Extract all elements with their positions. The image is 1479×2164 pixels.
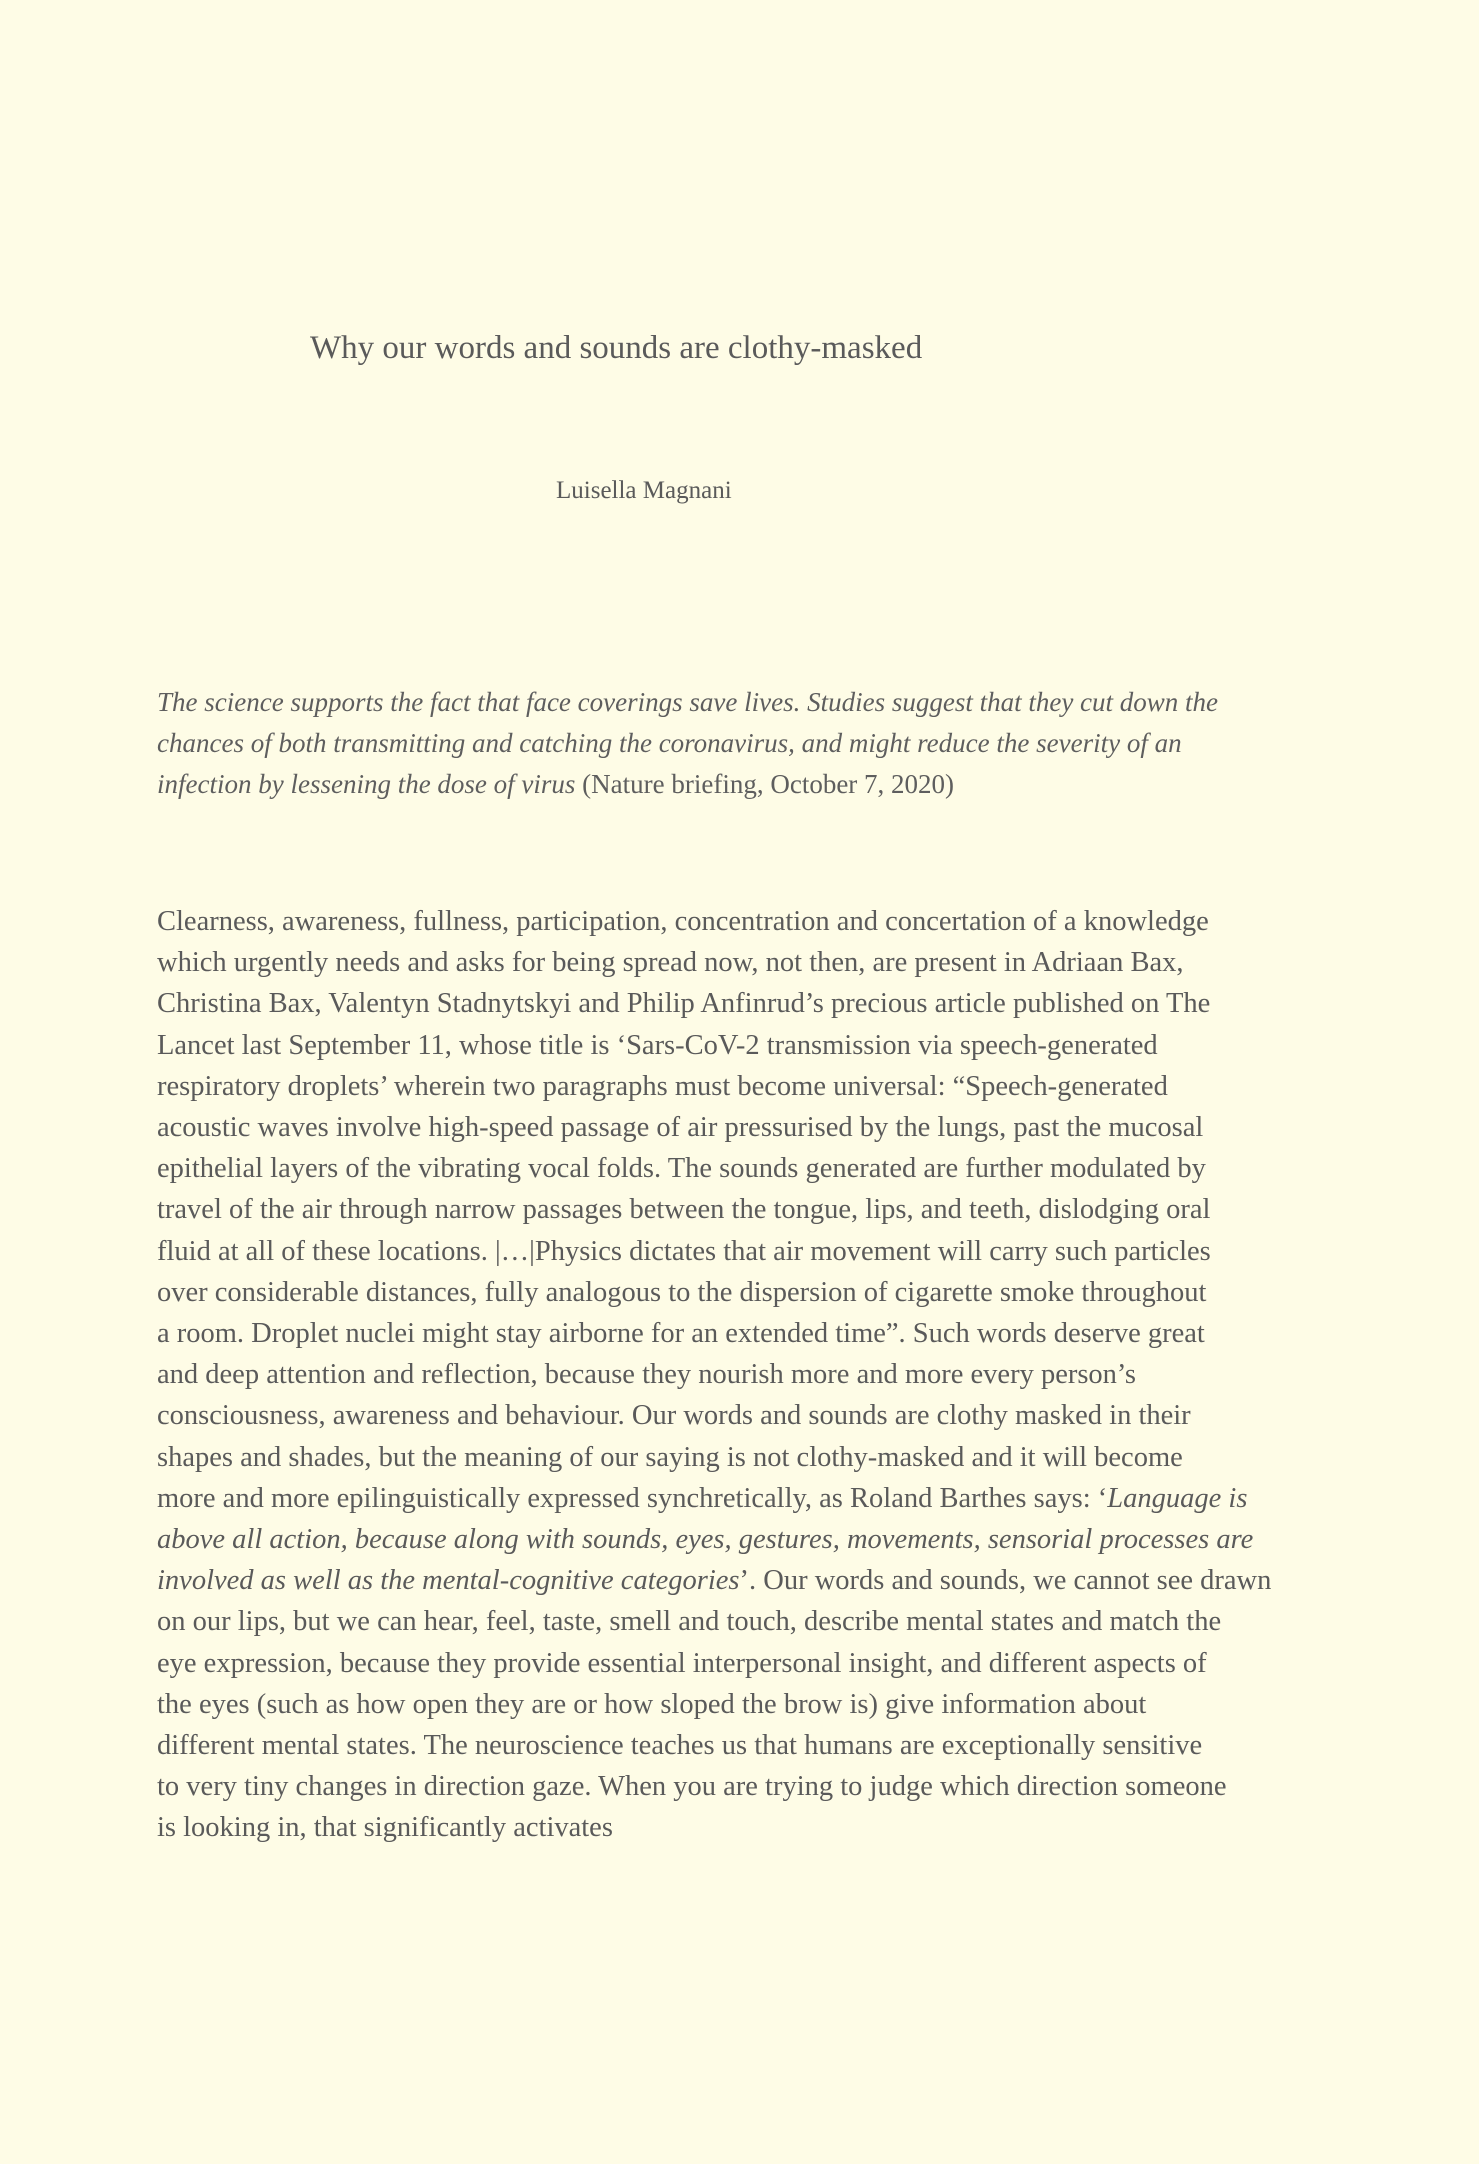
epigraph-italic-text: infection by lessening the dose of virus [157,769,576,799]
body-line-text: Clearness, awareness, fullness, participation, concentration and concertation of a knowledge [157,906,1209,937]
body-line-text: fluid at all of these locations. |…|Physics dictates that air movement will carry such particles [157,1235,1211,1267]
body-line [157,1807,1347,1848]
epigraph-line [157,723,1347,764]
body-line [157,1025,1347,1066]
body-line [157,1107,1347,1148]
body-line-text: and deep attention and reflection, because they nourish more and more every person’s [157,1359,1136,1391]
article-title: Why our words and sounds are clothy-masked [310,330,923,366]
body-line [157,1395,1347,1436]
epigraph-quote [157,682,1347,805]
body-line [157,1478,1347,1519]
body-line-text: Lancet last September 11, whose title is ‘Sars-CoV-2 transmission via speech-generated [157,1029,1158,1061]
body-line-text: over considerable distances, fully analogous to the dispersion of cigarette smoke throughout [157,1276,1207,1308]
body-line [157,1519,1347,1560]
body-line-italic-quote: Language is [1107,1482,1248,1514]
body-line-text: acoustic waves involve high-speed passage of air pressurised by the lungs, past the mucosal [157,1112,1204,1144]
body-line [157,1148,1347,1189]
body-line-text: travel of the air through narrow passages between the tongue, lips, and teeth, dislodging oral [157,1194,1211,1226]
body-line [157,1437,1347,1478]
body-line-text: to very tiny changes in direction gaze. When you are trying to judge which direction someone [157,1771,1227,1803]
body-line [157,983,1347,1024]
body-line-text: more and more epilinguistically expressed synchretically, as Roland Barthes says: ‘ [157,1482,1108,1514]
body-line-text: epithelial layers of the vibrating vocal folds. The sounds generated are further modulated by [157,1153,1206,1185]
body-line [157,901,1347,942]
body-line [157,1601,1347,1642]
body-line-text: shapes and shades, but the meaning of our saying is not clothy-masked and it will become [157,1441,1183,1473]
body-line-text: different mental states. The neuroscience teaches us that humans are exceptionally sensitive [157,1730,1203,1762]
body-line [157,1066,1347,1107]
body-line-italic-quote: above all action, because along with sounds, eyes, gestures, movements, sensorial processes are [157,1524,1254,1556]
body-line-text: the eyes (such as how open they are or how sloped the brow is) give information about [157,1688,1147,1720]
body-line [157,1560,1347,1601]
author-name: Luisella Magnani [556,477,732,504]
body-line [157,1643,1347,1684]
body-line [157,1684,1347,1725]
body-line [157,942,1347,983]
epigraph-line [157,764,1347,805]
body-line [157,1272,1347,1313]
body-line [157,1189,1347,1230]
body-line [157,1231,1347,1272]
body-paragraph [157,901,1347,1849]
body-line [157,1313,1347,1354]
body-line-text: a room. Droplet nuclei might stay airborne for an extended time”. Such words deserve great [157,1318,1205,1350]
body-line-text: is looking in, that significantly activates [157,1812,613,1844]
body-line-text: Christina Bax, Valentyn Stadnytskyi and Philip Anfinrud’s precious article published on The [157,988,1211,1020]
body-line-text: respiratory droplets’ wherein two paragraphs must become universal: “Speech-generated [157,1070,1168,1102]
body-line-text: on our lips, but we can hear, feel, taste, smell and touch, describe mental states and match the [157,1606,1222,1638]
body-line-text: which urgently needs and asks for being spread now, not then, are present in Adriaan Bax, [157,947,1184,979]
body-line-text: ’. Our words and sounds, we cannot see drawn [739,1565,1272,1597]
body-line-text: eye expression, because they provide essential interpersonal insight, and different aspects of [157,1647,1207,1679]
body-line [157,1725,1347,1766]
epigraph-citation: (Nature briefing, October 7, 2020) [575,769,955,799]
epigraph-italic-text: The science supports the fact that face coverings save lives. Studies suggest that they cut down the [157,687,1219,717]
epigraph-line [157,682,1347,723]
body-line-text: consciousness, awareness and behaviour. Our words and sounds are clothy masked in their [157,1400,1191,1432]
body-line [157,1766,1347,1807]
epigraph-italic-text: chances of both transmitting and catching the coronavirus, and might reduce the severity of an [157,728,1182,758]
body-line-italic-quote: involved as well as the mental-cognitive categories [157,1565,740,1597]
body-line [157,1354,1347,1395]
